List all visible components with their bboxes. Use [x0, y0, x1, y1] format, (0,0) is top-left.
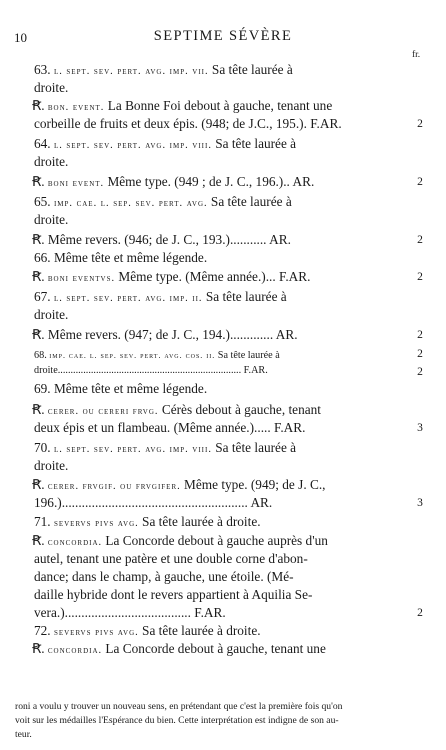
line-text: deux épis et un flambeau. (Même année.)..... F.AR. [34, 420, 306, 435]
text-line [34, 587, 312, 603]
line-text: 71. [34, 514, 54, 529]
price-value: 2 [417, 176, 423, 188]
text-line [32, 232, 291, 248]
line-text: Ꞧ. Même revers. (946; de J. C., 193.)........... AR. [32, 232, 291, 247]
text-line [34, 154, 68, 170]
line-text: 64. [34, 136, 54, 151]
line-text: Sa tête laurée à [211, 136, 297, 151]
text-line [34, 495, 272, 511]
text-line [34, 420, 305, 436]
running-title: SEPTIME SÉVÈRE [153, 28, 293, 44]
line-text: Sa tête laurée à [207, 194, 292, 209]
coin-legend: l. sept. sev. pert. avg. imp. vii. [53, 66, 209, 77]
text-line [32, 174, 314, 192]
price-value: 2 [417, 329, 423, 341]
line-text: La Concorde debout à gauche, tenant une [102, 641, 326, 656]
line-text: autel, tenant une patère et une double corne d'abon- [34, 551, 308, 566]
line-text: 72. [34, 623, 54, 638]
line-text: Sa tête laurée à [202, 289, 287, 304]
price-value: 2 [417, 234, 423, 246]
coin-legend: severvs pivs avg. [53, 627, 139, 638]
line-text: Même type. (Même année.)... F.AR. [115, 269, 311, 284]
line-text: Ꞧ. [32, 98, 48, 113]
text-line [34, 62, 293, 80]
line-text: Sa tête laurée à [208, 62, 293, 77]
line-text: La Concorde debout à gauche auprès d'un [102, 533, 328, 548]
line-text: droite. [34, 307, 69, 322]
price-value: 2 [417, 271, 423, 283]
line-text: Sa tête laurée à [215, 350, 280, 361]
coin-legend: boni event. [47, 178, 105, 189]
coin-legend: cerer. ou cereri frvg. [47, 406, 159, 417]
text-line [34, 605, 226, 621]
text-line [32, 269, 310, 287]
line-text: corbeille de fruits et deux épis. (948; de J.C., 195.). F.AR. [34, 116, 342, 131]
line-text: droite. [34, 458, 69, 473]
line-text: Ꞧ. [32, 533, 48, 548]
text-line [34, 348, 280, 364]
footnote-line: teur. [15, 729, 32, 740]
line-text: 69. Même tête et même légende. [34, 381, 208, 396]
line-text: 196.)........................................................ AR. [34, 495, 273, 510]
price-value: 3 [417, 497, 423, 509]
coin-legend: l. sept. sev. pert. avg. imp. viii. [53, 444, 212, 455]
footnote-line: voit sur les médailles l'Espérance du bien. Cette interprétation est indigne de son au- [15, 715, 339, 726]
line-text: 67. [34, 289, 54, 304]
text-line [34, 363, 268, 379]
line-text: Sa tête laurée à droite. [138, 514, 261, 529]
text-line [32, 477, 326, 495]
text-line [34, 136, 296, 154]
line-text: 66. Même tête et même légende. [34, 250, 208, 265]
line-text: 63. [34, 62, 54, 77]
line-text: Cérès debout à gauche, tenant [158, 402, 321, 417]
line-text: droite........................................................................ F.AR. [34, 365, 268, 376]
coin-legend: imp. cae. l. sep. sev. pert. avg. [53, 198, 208, 209]
text-line [34, 212, 68, 228]
text-line [34, 307, 68, 323]
line-text: Ꞧ. [32, 402, 48, 417]
line-text: Même type. (949; de J. C., [180, 477, 326, 492]
coin-legend: boni eventvs. [47, 273, 116, 284]
text-line [34, 440, 296, 458]
text-line [34, 80, 68, 96]
footnote-line: roni a voulu y trouver un nouveau sens, en prétendant que c'est la première fois qu'on [15, 701, 343, 712]
price-value: 2 [417, 366, 423, 378]
text-line [34, 381, 207, 397]
line-text: dance; dans le champ, à gauche, une étoile. (Mé- [34, 569, 294, 584]
coin-legend: concordia. [47, 645, 103, 656]
line-text: Ꞧ. Même revers. (947; de J. C., 194.)............. AR. [32, 327, 298, 342]
line-text: vera.)...................................... F.AR. [34, 605, 226, 620]
line-text: 65. [34, 194, 54, 209]
line-text: 68. [34, 350, 50, 361]
text-line [34, 551, 308, 567]
text-line [34, 289, 287, 307]
line-text: La Bonne Foi debout à gauche, tenant une [104, 98, 333, 113]
coin-legend: imp. cae. l. sep. sev. pert. avg. cos. ii. [49, 351, 216, 360]
coin-legend: severvs pivs avg. [53, 518, 139, 529]
text-line [34, 250, 207, 266]
text-line [32, 98, 332, 116]
line-text: Sa tête laurée à droite. [138, 623, 261, 638]
coin-legend: l. sept. sev. pert. avg. imp. ii. [53, 293, 203, 304]
line-text: Même type. (949 ; de J. C., 196.).. AR. [104, 174, 315, 189]
coin-legend: cerer. frvgif. ou frvgifer. [47, 481, 181, 492]
text-line [34, 623, 261, 641]
text-line [34, 194, 292, 212]
line-text: Ꞧ. [32, 477, 48, 492]
text-line [32, 641, 326, 659]
line-text: Sa tête laurée à [211, 440, 297, 455]
coin-legend: bon. event. [47, 102, 105, 113]
text-line [34, 458, 68, 474]
text-line [32, 402, 321, 420]
line-text: droite. [34, 154, 69, 169]
line-text: Ꞧ. [32, 269, 48, 284]
page-number: 10 [14, 30, 27, 45]
price-value: 3 [417, 422, 423, 434]
text-line [34, 116, 342, 132]
coin-legend: l. sept. sev. pert. avg. imp. viii. [53, 140, 212, 151]
price-value: 2 [417, 607, 423, 619]
coin-legend: concordia. [47, 537, 103, 548]
line-text: Ꞧ. [32, 174, 48, 189]
line-text: Ꞧ. [32, 641, 48, 656]
text-line [34, 569, 294, 585]
price-value: 2 [417, 348, 423, 360]
text-line [32, 533, 328, 551]
line-text: daille hybride dont le revers appartient à Aquilia Se- [34, 587, 313, 602]
text-line [32, 327, 298, 343]
line-text: droite. [34, 80, 69, 95]
line-text: 70. [34, 440, 54, 455]
price-value: 2 [417, 118, 423, 130]
line-text: droite. [34, 212, 69, 227]
text-line [34, 514, 261, 532]
price-column-label: fr. [412, 50, 421, 60]
